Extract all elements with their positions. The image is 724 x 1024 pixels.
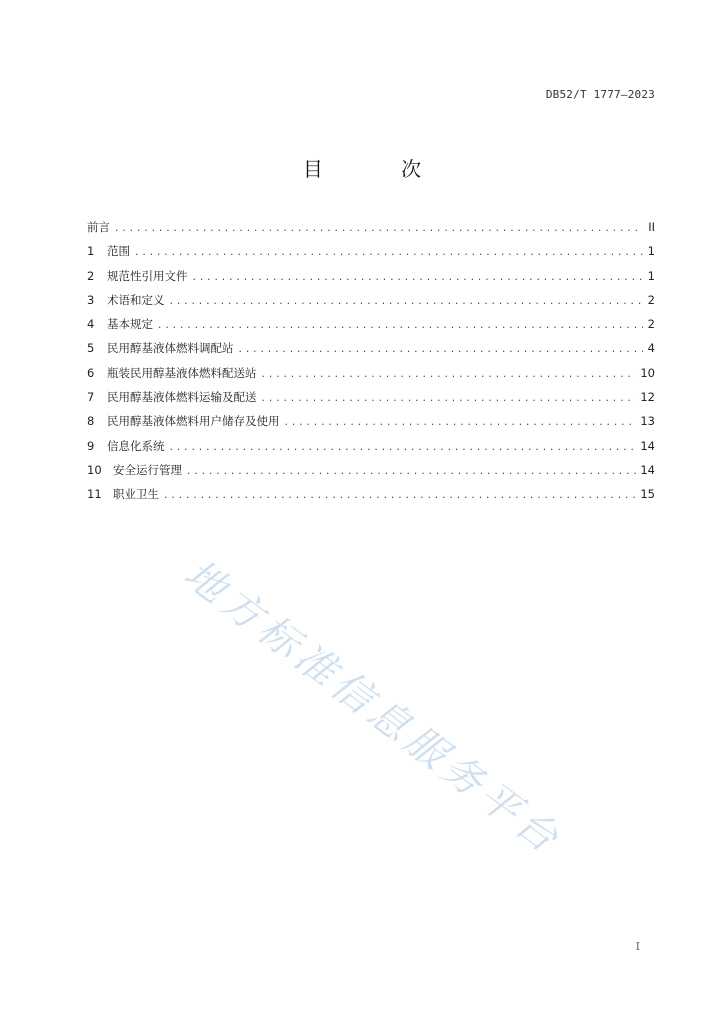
toc-leader-dots [169,443,637,453]
toc-leader-dots [163,491,636,501]
toc-leader-dots [157,321,643,331]
toc-entry-number: 2 [87,268,95,283]
toc-entry-page: 4 [647,341,655,356]
toc-entry-label: 基本规定 [107,317,153,332]
toc-leader-dots [192,273,644,283]
toc-entry-number: 9 [87,438,95,453]
toc-entry-number: 3 [87,292,95,307]
toc-entry[interactable] [87,486,655,510]
toc-entry-page: 14 [640,438,655,453]
toc-entry-number: 4 [87,317,95,332]
toc-entry[interactable] [87,292,655,316]
page-title: 目 次 [302,157,458,181]
toc-entry[interactable] [87,413,655,437]
toc-entry[interactable] [87,438,655,462]
toc-leader-dots [186,467,636,477]
toc-entry[interactable] [87,243,655,267]
toc-entry-label: 民用醇基液体燃料用户储存及使用 [107,414,280,429]
toc-entry-number: 6 [87,365,95,380]
toc-entry[interactable] [87,316,655,340]
toc-entry-page: 14 [640,462,655,477]
toc-entry-label: 瓶装民用醇基液体燃料配送站 [107,365,257,380]
toc-entry-foreword[interactable] [87,219,655,243]
document-code: DB52/T 1777—2023 [545,88,655,101]
toc-entry-label: 前言 [87,220,110,234]
toc-leader-dots [261,394,637,404]
toc-entry-label: 民用醇基液体燃料调配站 [107,341,234,356]
toc-leader-dots [284,418,637,428]
toc-entry-number: 5 [87,341,95,356]
toc-entry-page: 15 [640,487,655,502]
toc-entry-number: 11 [87,487,102,502]
toc-entry[interactable] [87,389,655,413]
toc-entry-label: 安全运行管理 [113,462,182,477]
toc-entry-number: 10 [87,462,102,477]
toc-entry-number: 1 [87,244,95,259]
toc-entry[interactable] [87,340,655,364]
toc-entry-page: 13 [640,414,655,429]
toc-entry-label: 职业卫生 [113,487,159,502]
toc-entry-page: 1 [647,244,655,259]
toc-entry-label: 术语和定义 [107,292,165,307]
toc-entry-page: 2 [647,292,655,307]
toc-entry-page: 2 [647,317,655,332]
watermark: 地方标准信息服务平台 [175,551,571,865]
toc-entry[interactable] [87,268,655,292]
toc-entry-number: 7 [87,390,95,405]
toc-entry-label: 民用醇基液体燃料运输及配送 [107,390,257,405]
toc-entry[interactable] [87,365,655,389]
toc-entry-page: 1 [647,268,655,283]
toc-entry-label: 规范性引用文件 [107,268,188,283]
toc-entry-label: 范围 [107,244,130,259]
toc-entry-page: 12 [640,390,655,405]
toc-leader-dots [169,297,644,307]
toc-leader-dots [238,345,644,355]
toc-leader-dots [134,248,643,258]
table-of-contents [87,219,655,511]
toc-entry-page: 10 [640,365,655,380]
toc-entry-page: II [648,220,655,234]
toc-leader-dots [261,370,637,380]
toc-leader-dots [114,224,643,234]
toc-entry-number: 8 [87,414,95,429]
page-number: I [635,940,640,953]
toc-entry[interactable] [87,462,655,486]
toc-entry-label: 信息化系统 [107,438,165,453]
